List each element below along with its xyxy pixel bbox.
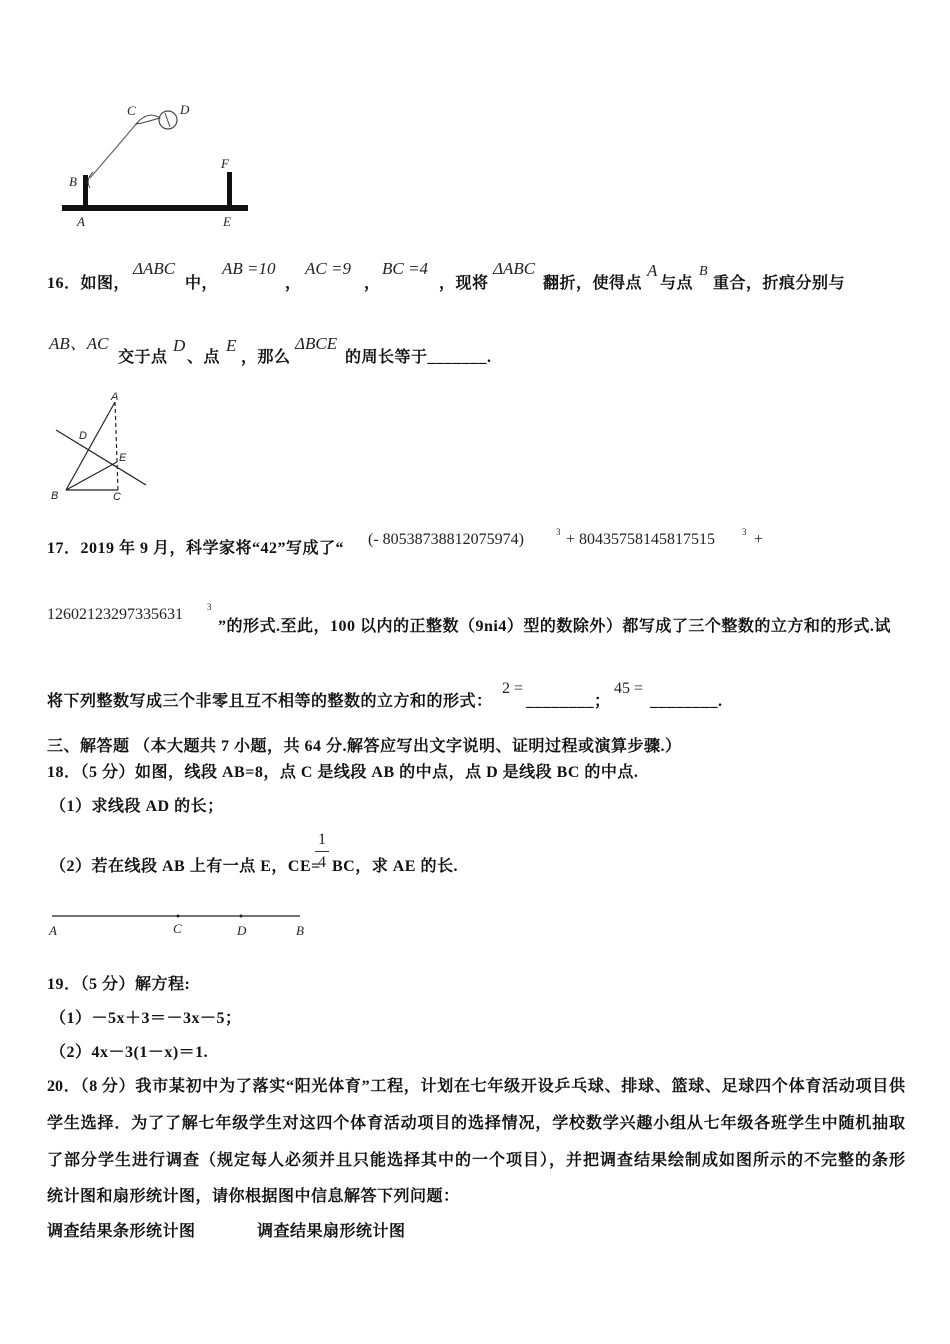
- q16-math-ab: AB =10: [222, 259, 276, 278]
- q16-math-triangle-abc: ΔABC: [493, 259, 536, 278]
- q17-cube-term-1: (- 80538738812075974): [368, 531, 524, 548]
- q17-number: 17．2019 年 9 月，科学家将“42”写成了“: [47, 540, 345, 557]
- q17-exponent: 3: [742, 527, 747, 537]
- q16-text: 、点: [187, 349, 221, 366]
- q18-part-1: （1）求线段 AD 的长；: [50, 798, 224, 815]
- q20-line: 学生选择．为了了解七年级学生对这四个体育活动项目的选择情况，学校数学兴趣小组从七年级各班学生中随机抽取: [47, 1115, 905, 1132]
- q19-part-2: （2）4x－3(1－x)＝1.: [50, 1044, 209, 1061]
- label-a: A: [111, 391, 119, 403]
- pie-chart-caption: 调查结果扇形统计图: [257, 1223, 406, 1240]
- ground-line: [62, 205, 248, 211]
- segment-figure: [48, 915, 304, 939]
- q20-line: 统计图和扇形统计图，请你根据图中信息解答下列问题：: [47, 1188, 460, 1205]
- q17-expr-45: 45 =: [614, 680, 644, 697]
- arm-hinge-curve: [88, 172, 93, 188]
- q20-line: 了部分学生进行调查（规定每人必须并且只能选择其中的一个项目），并把调查结果绘制成如图所示的不完整的条形: [47, 1152, 905, 1169]
- q16-text: 重合，折痕分别与: [713, 275, 846, 292]
- label-a: A: [49, 923, 57, 938]
- q16-number: 16．如图，: [47, 275, 131, 292]
- q19-part-1: （1）－5x＋3＝－3x－5；: [50, 1010, 242, 1027]
- q16-math-triangle-bce: ΔBCE: [295, 334, 338, 353]
- lamp-shade: [136, 115, 160, 124]
- label-b: B: [296, 923, 304, 938]
- q16-math-triangle-abc: ΔABC: [133, 259, 176, 278]
- q16-math-point-d: D: [173, 336, 186, 355]
- q16-text: 与点: [660, 275, 694, 292]
- label-b: B: [51, 490, 59, 502]
- q18-part-2-tail: BC，求 AE 的长.: [332, 858, 458, 875]
- label-d: D: [237, 923, 247, 938]
- label-d: D: [180, 102, 190, 117]
- q17-text: ”的形式.至此，100 以内的正整数（9ni4）型的数除外）都写成了三个整数的立方和的形式.试: [218, 618, 891, 635]
- q20-line: 20．（8 分）我市某初中为了落实“阳光体育”工程，计划在七年级开设乒乓球、排球、篮球、足球四个体育活动项目供: [47, 1078, 905, 1095]
- q16-text: 翻折，使得点: [543, 275, 643, 292]
- q17-cube-term-2: + 80435758145817515: [566, 531, 716, 548]
- label-a: A: [77, 214, 85, 229]
- q17-exponent: 3: [207, 602, 212, 612]
- q17-cube-term-3: 12602123297335631: [47, 606, 183, 623]
- label-f: F: [221, 156, 229, 171]
- q16-text: 中，: [185, 275, 219, 292]
- q16-text: ，那么: [241, 349, 291, 366]
- point-d: [240, 915, 243, 918]
- q16-text: ，: [364, 275, 381, 292]
- q16-math-ac: AC =9: [305, 259, 351, 278]
- q17-answer-blank-1: ________；: [526, 693, 611, 710]
- post-ab: [83, 175, 88, 207]
- label-c: C: [173, 921, 182, 936]
- fraction-numerator: 1: [318, 831, 326, 848]
- segment-ac-dashed: [115, 402, 118, 490]
- label-d: D: [79, 430, 87, 442]
- q16-math-bc: BC =4: [382, 259, 428, 278]
- fold-line-de: [56, 430, 146, 485]
- point-c: [177, 915, 180, 918]
- q17-text: 将下列整数写成三个非零且互不相等的整数的立方和的形式：: [47, 693, 493, 710]
- triangle-figure: [51, 391, 146, 503]
- q16-math-ab-ac: AB、AC: [49, 334, 109, 353]
- label-c: C: [113, 491, 121, 503]
- fraction-bar: [315, 851, 329, 852]
- q16-text: ，: [285, 275, 302, 292]
- label-e: E: [119, 452, 127, 464]
- section-heading: 三、解答题 （本大题共 7 小题，共 64 分.解答应写出文字说明、证明过程或演算步骤.）: [47, 738, 682, 755]
- fraction-denominator: 4: [318, 854, 326, 871]
- q16-answer-blank: 的周长等于_______.: [345, 349, 492, 366]
- lamp-bulb-filament: [165, 113, 170, 127]
- q17-exponent: 3: [556, 527, 561, 537]
- q16-math-point-b: B: [699, 264, 708, 279]
- q18-part-2: （2）若在线段 AB 上有一点 E，CE=: [50, 858, 321, 875]
- q18-stem: 18．（5 分）如图，线段 AB=8，点 C 是线段 AB 的中点，点 D 是线段 BC 的中点.: [47, 764, 639, 781]
- label-e: E: [223, 214, 231, 229]
- q16-math-point-a: A: [647, 261, 658, 280]
- label-b: B: [69, 174, 77, 189]
- q16-text: 交于点: [118, 349, 168, 366]
- q19-stem: 19．（5 分）解方程:: [47, 976, 191, 993]
- q17-answer-blank-2: ________.: [650, 693, 723, 710]
- q16-text: ，现将: [439, 275, 489, 292]
- lamp-arm: [90, 122, 138, 178]
- lamp-figure: [62, 102, 248, 229]
- label-c: C: [127, 103, 136, 118]
- q17-plus: +: [754, 531, 764, 548]
- post-ef: [227, 172, 232, 208]
- bar-chart-caption: 调查结果条形统计图: [47, 1223, 196, 1240]
- q16-math-point-e: E: [226, 336, 237, 355]
- q17-expr-2: 2 =: [502, 680, 524, 697]
